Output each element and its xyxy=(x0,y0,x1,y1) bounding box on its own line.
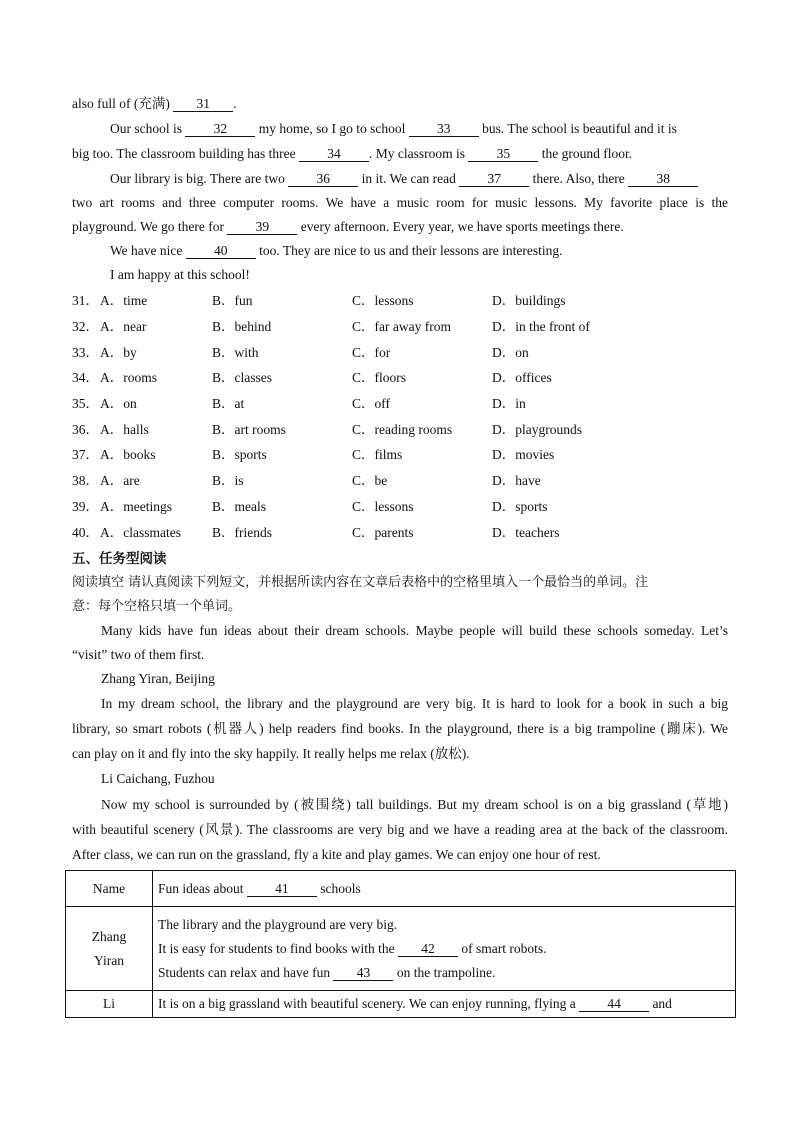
answer-blank-37[interactable]: 37 xyxy=(459,171,529,187)
answer-table xyxy=(65,870,736,1018)
question-number: 39． xyxy=(72,499,99,514)
text-line xyxy=(158,961,735,985)
text: We have nice xyxy=(110,243,183,258)
cloze-para1-line2 xyxy=(72,144,728,164)
author-li: Li Caichang, Fuzhou xyxy=(101,771,215,786)
question-number: 40． xyxy=(72,525,99,540)
option-d[interactable]: D．offices xyxy=(492,370,552,385)
option-b[interactable]: B．art rooms xyxy=(212,422,286,437)
name-header: Name xyxy=(66,871,153,907)
question-number: 33． xyxy=(72,345,99,360)
text: playground. We go there for xyxy=(72,219,224,234)
para1-line-3: can play on it and fly into the sky happily. It really helps me relax (放松). xyxy=(72,746,470,761)
option-a[interactable]: A．rooms xyxy=(100,370,157,385)
table-cell xyxy=(153,907,736,991)
text: . xyxy=(233,96,237,111)
cloze-line-0 xyxy=(72,94,728,114)
option-c[interactable]: C．lessons xyxy=(352,499,414,514)
answer-blank-32[interactable]: 32 xyxy=(185,121,255,137)
option-b[interactable]: B．with xyxy=(212,345,259,360)
option-a[interactable]: A．time xyxy=(100,293,148,308)
question-number: 38． xyxy=(72,473,99,488)
text: bus. The school is beautiful and it is xyxy=(482,121,677,136)
name-zhang-yiran xyxy=(66,907,153,991)
cloze-para2-line3 xyxy=(72,217,728,237)
answer-blank-35[interactable]: 35 xyxy=(468,146,538,162)
option-b[interactable]: B．classes xyxy=(212,370,272,385)
table-row xyxy=(66,991,736,1018)
instruction-line-1: 阅读填空 请认真阅读下列短文，并根据所读内容在文章后表格中的空格里填入一个最恰当的单词。注 xyxy=(72,575,649,590)
option-b[interactable]: B．at xyxy=(212,396,245,411)
table-row xyxy=(66,871,736,907)
option-b[interactable]: B．sports xyxy=(212,447,267,462)
text: Fun ideas about xyxy=(158,880,244,896)
option-d[interactable]: D．playgrounds xyxy=(492,422,582,437)
option-a[interactable]: A．books xyxy=(100,447,156,462)
option-row-35 xyxy=(72,394,728,414)
text: on the trampoline. xyxy=(396,964,496,980)
question-number: 36． xyxy=(72,422,99,437)
option-a[interactable]: A．near xyxy=(100,319,147,334)
option-d[interactable]: D．on xyxy=(492,345,529,360)
intro-line-1: Many kids have fun ideas about their dream schools. Maybe people will build these schools someday. Let’s xyxy=(101,623,728,638)
name-li: Li xyxy=(66,991,153,1018)
text: there. Also, there xyxy=(532,171,625,186)
option-d[interactable]: D．teachers xyxy=(492,525,560,540)
option-c[interactable]: C．floors xyxy=(352,370,406,385)
cloze-para3 xyxy=(110,241,728,261)
option-c[interactable]: C．be xyxy=(352,473,388,488)
text: Students can relax and have fun xyxy=(158,964,331,980)
question-number: 32． xyxy=(72,319,99,334)
option-row-40 xyxy=(72,523,728,543)
text: in it. We can read xyxy=(361,171,456,186)
text: also full of (充满) xyxy=(72,96,170,111)
option-c[interactable]: C．off xyxy=(352,396,391,411)
option-d[interactable]: D．have xyxy=(492,473,541,488)
option-c[interactable]: C．parents xyxy=(352,525,414,540)
cloze-para2-line1 xyxy=(110,169,728,189)
option-b[interactable]: B．friends xyxy=(212,525,272,540)
question-number: 31． xyxy=(72,293,99,308)
text: the ground floor. xyxy=(541,146,633,161)
question-number: 35． xyxy=(72,396,99,411)
option-row-39 xyxy=(72,497,728,517)
option-row-32 xyxy=(72,317,728,337)
text: Zhang xyxy=(91,928,127,944)
option-c[interactable]: C．for xyxy=(352,345,391,360)
text: Yiran xyxy=(94,952,124,968)
instruction-line-2: 意：每个空格只填一个单词。 xyxy=(72,599,242,614)
option-d[interactable]: D．in xyxy=(492,396,526,411)
text-line xyxy=(158,937,735,961)
text: Our library is big. There are two xyxy=(110,171,285,186)
answer-blank-44[interactable]: 44 xyxy=(579,996,649,1012)
text: my home, so I go to school xyxy=(258,121,406,136)
answer-blank-40[interactable]: 40 xyxy=(186,243,256,259)
text: The library and the playground are very big. xyxy=(158,916,398,932)
option-a[interactable]: A．meetings xyxy=(100,499,172,514)
option-c[interactable]: C．far away from xyxy=(352,319,451,334)
option-d[interactable]: D．buildings xyxy=(492,293,566,308)
answer-blank-36[interactable]: 36 xyxy=(288,171,358,187)
text: . My classroom is xyxy=(368,146,465,161)
option-c[interactable]: C．lessons xyxy=(352,293,414,308)
answer-blank-41[interactable]: 41 xyxy=(247,881,317,897)
option-a[interactable]: A．on xyxy=(100,396,137,411)
table-cell xyxy=(153,991,736,1018)
answer-blank-42[interactable]: 42 xyxy=(398,941,458,957)
option-a[interactable]: A．halls xyxy=(100,422,149,437)
option-row-36 xyxy=(72,420,728,440)
option-row-37 xyxy=(72,445,728,465)
answer-blank-43[interactable]: 43 xyxy=(333,965,393,981)
para2-line-3: After class, we can run on the grassland, fly a kite and play games. We can enjoy one hour of rest. xyxy=(72,847,601,862)
cloze-para4: I am happy at this school! xyxy=(110,267,250,282)
option-b[interactable]: B．fun xyxy=(212,293,253,308)
answer-blank-33[interactable]: 33 xyxy=(409,121,479,137)
author-zhang: Zhang Yiran, Beijing xyxy=(101,671,215,686)
para1-line-1: In my dream school, the library and the playground are very big. It is hard to look for a book in such a big xyxy=(101,696,728,711)
text: of smart robots. xyxy=(461,940,547,956)
option-c[interactable]: C．reading rooms xyxy=(352,422,453,437)
option-a[interactable]: A．by xyxy=(100,345,137,360)
table-cell xyxy=(153,871,736,907)
text: every afternoon. Every year, we have sports meetings there. xyxy=(300,219,624,234)
option-d[interactable]: D．sports xyxy=(492,499,548,514)
para2-line-1: Now my school is surrounded by (被围绕) tall buildings. But my dream school is on a big grassland (草地) xyxy=(101,797,728,812)
option-row-34 xyxy=(72,368,728,388)
text: and xyxy=(652,996,672,1011)
text: schools xyxy=(320,880,361,896)
option-a[interactable]: A．are xyxy=(100,473,140,488)
para2-line-2: with beautiful scenery (风景). The classrooms are very big and we have a reading area at the back of the classroom. xyxy=(72,822,728,837)
option-row-33 xyxy=(72,343,728,363)
para1-line-2: library, so smart robots (机器人) help readers find books. In the playground, there is a big trampoline (蹦床). We xyxy=(72,721,728,736)
option-c[interactable]: C．films xyxy=(352,447,403,462)
section-title: 五、任务型阅读 xyxy=(72,551,167,567)
text: big too. The classroom building has three xyxy=(72,146,296,161)
cloze-para2-line2: two art rooms and three computer rooms. We have a music room for music lessons. My favorite place is the xyxy=(72,195,728,210)
option-row-38 xyxy=(72,471,728,491)
answer-blank-34[interactable]: 34 xyxy=(299,146,369,162)
option-d[interactable]: D．in the front of xyxy=(492,319,590,334)
option-b[interactable]: B．meals xyxy=(212,499,266,514)
option-row-31 xyxy=(72,291,728,311)
cloze-para1-line1 xyxy=(110,119,728,139)
answer-blank-39[interactable]: 39 xyxy=(227,219,297,235)
table-row xyxy=(66,907,736,991)
answer-blank-38[interactable]: 38 xyxy=(628,171,698,187)
intro-line-2: “visit” two of them first. xyxy=(72,647,205,662)
text: It is on a big grassland with beautiful scenery. We can enjoy running, flying a xyxy=(158,996,576,1011)
option-a[interactable]: A．classmates xyxy=(100,525,181,540)
option-b[interactable]: B．behind xyxy=(212,319,272,334)
option-b[interactable]: B．is xyxy=(212,473,244,488)
answer-blank-31[interactable]: 31 xyxy=(173,96,233,112)
text: Our school is xyxy=(110,121,182,136)
text: It is easy for students to find books with the xyxy=(158,940,395,956)
option-d[interactable]: D．movies xyxy=(492,447,555,462)
question-number: 34． xyxy=(72,370,99,385)
text: too. They are nice to us and their lessons are interesting. xyxy=(259,243,563,258)
question-number: 37． xyxy=(72,447,99,462)
